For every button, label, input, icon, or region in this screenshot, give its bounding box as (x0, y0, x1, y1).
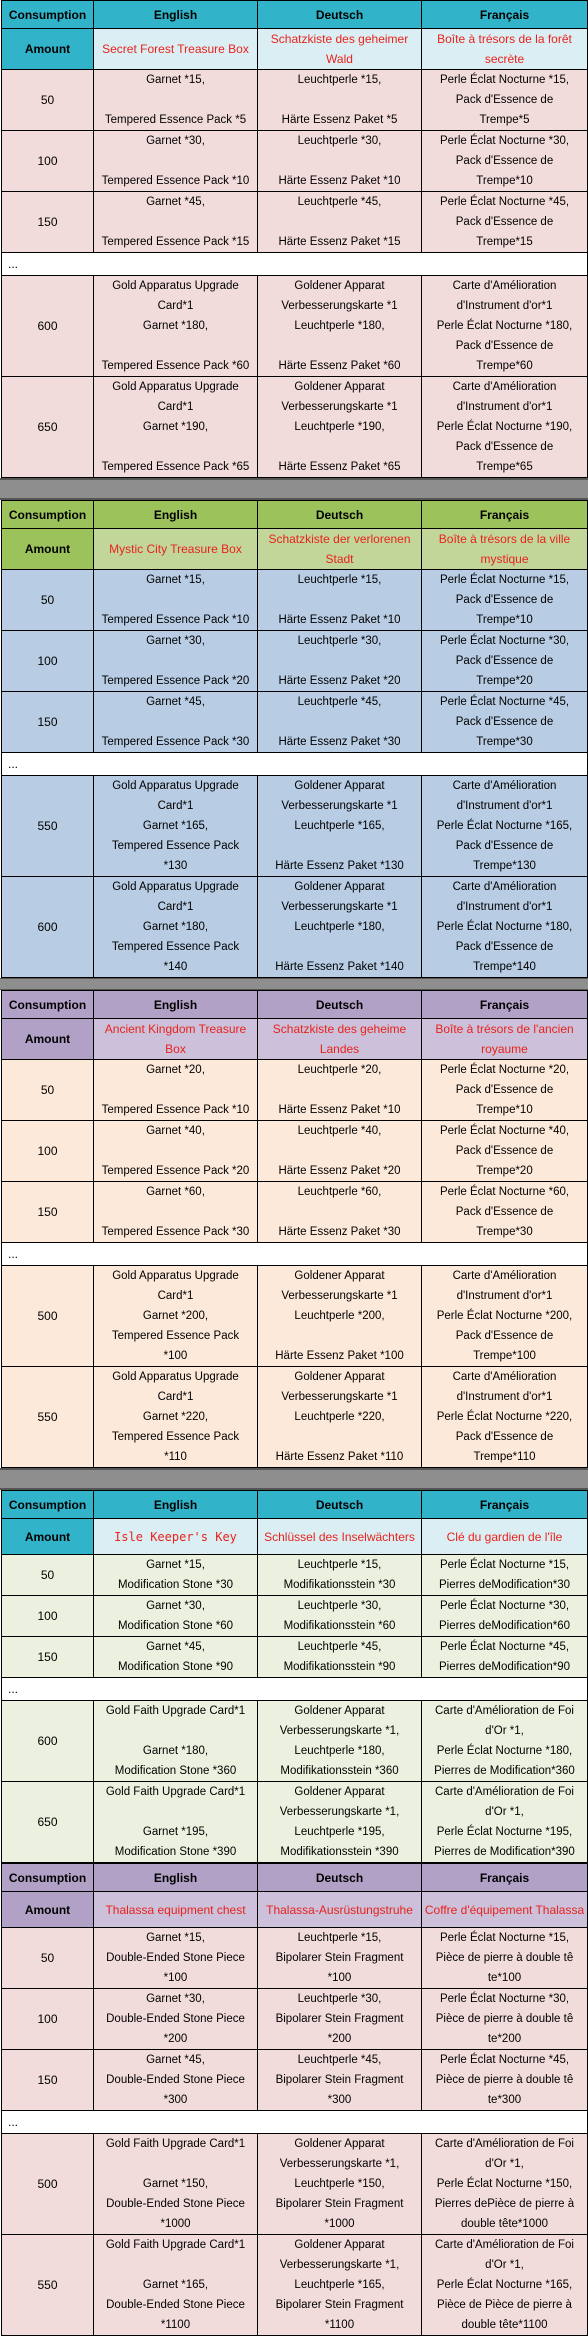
reward-cell-deutsch: Goldener Apparat Verbesserungskarte *1 Leuchtperle *180, Härte Essenz Paket *60 (258, 276, 422, 377)
ellipsis-cell: ... (2, 253, 588, 276)
table-row (2, 877, 588, 978)
reward-cell-deutsch: Goldener Apparat Verbesserungskarte *1 Leuchtperle *165, Härte Essenz Paket *130 (258, 776, 422, 877)
ellipsis-row (2, 753, 588, 776)
reward-cell-english: Gold Faith Upgrade Card*1 Garnet *150, Double-Ended Stone Piece *1000 (94, 2134, 258, 2235)
table-row (2, 1266, 588, 1367)
reward-cell-english: Gold Apparatus Upgrade Card*1 Garnet *180, Tempered Essence Pack *60 (94, 276, 258, 377)
chest-name: Boîte à trésors de l'ancien royaume (422, 1019, 588, 1060)
table-row (2, 631, 588, 692)
reward-cell-deutsch: Leuchtperle *30, Bipolarer Stein Fragment *200 (258, 1989, 422, 2050)
amount-cell: 600 (2, 877, 94, 978)
reward-cell-english: Gold Apparatus Upgrade Card*1 Garnet *220, Tempered Essence Pack *110 (94, 1367, 258, 1468)
table-row (2, 131, 588, 192)
amount-cell: 50 (2, 570, 94, 631)
table-row (2, 570, 588, 631)
reward-cell-deutsch: Leuchtperle *40, Härte Essenz Paket *20 (258, 1121, 422, 1182)
amount-cell: 600 (2, 1701, 94, 1782)
chest-name: Schatzkiste der verlorenen Stadt (258, 529, 422, 570)
amount-cell: 650 (2, 1782, 94, 1863)
reward-cell-francais: Carte d'Amélioration d'Instrument d'or*1 Perle Éclat Nocturne *165, Pack d'Essence de Trempe*130 (422, 776, 588, 877)
reward-cell-deutsch: Goldener Apparat Verbesserungskarte *1 Leuchtperle *200, Härte Essenz Paket *100 (258, 1266, 422, 1367)
reward-cell-francais: Carte d'Amélioration de Foi d'Or *1, Perle Éclat Nocturne *150, Pierres dePièce de pierre à double tête*1000 (422, 2134, 588, 2235)
language-header: Deutsch (258, 1, 422, 29)
reward-cell-francais: Carte d'Amélioration d'Instrument d'or*1 Perle Éclat Nocturne *180, Pack d'Essence de Trempe*60 (422, 276, 588, 377)
reward-table (1, 990, 588, 1468)
reward-cell-francais: Perle Éclat Nocturne *45, Pierres deModification*90 (422, 1637, 588, 1678)
amount-cell: 100 (2, 131, 94, 192)
language-header: Deutsch (258, 501, 422, 529)
reward-cell-francais: Carte d'Amélioration d'Instrument d'or*1 Perle Éclat Nocturne *180, Pack d'Essence de Trempe*140 (422, 877, 588, 978)
table-row (2, 276, 588, 377)
amount-cell: 550 (2, 1367, 94, 1468)
table-row (2, 1555, 588, 1596)
reward-cell-english: Gold Faith Upgrade Card*1 Garnet *165, Double-Ended Stone Piece *1100 (94, 2235, 258, 2336)
reward-cell-deutsch: Leuchtperle *15, Modifikationsstein *30 (258, 1555, 422, 1596)
chest-name: Mystic City Treasure Box (94, 529, 258, 570)
reward-cell-francais: Perle Éclat Nocturne *30, Pierres deModification*60 (422, 1596, 588, 1637)
amount-cell: 550 (2, 776, 94, 877)
table-row (2, 1637, 588, 1678)
amount-cell: 150 (2, 1182, 94, 1243)
reward-cell-deutsch: Leuchtperle *45, Modifikationsstein *90 (258, 1637, 422, 1678)
table-row (2, 1989, 588, 2050)
reward-cell-english: Garnet *45, Double-Ended Stone Piece *300 (94, 2050, 258, 2111)
reward-cell-deutsch: Goldener Apparat Verbesserungskarte *1, Leuchtperle *150, Bipolarer Stein Fragment *1000 (258, 2134, 422, 2235)
reward-cell-francais: Perle Éclat Nocturne *15, Pack d'Essence de Trempe*5 (422, 70, 588, 131)
chest-name: Boîte à trésors de la forêt secrète (422, 29, 588, 70)
chest-name-row (2, 529, 588, 570)
language-header: English (94, 991, 258, 1019)
ellipsis-cell: ... (2, 1678, 588, 1701)
consumption-header: Consumption (2, 1491, 94, 1519)
chest-name: Thalassa equipment chest (94, 1892, 258, 1928)
reward-cell-francais: Perle Éclat Nocturne *20, Pack d'Essence de Trempe*10 (422, 1060, 588, 1121)
chest-name: Secret Forest Treasure Box (94, 29, 258, 70)
reward-cell-deutsch: Goldener Apparat Verbesserungskarte *1, Leuchtperle *180, Modifikationsstein *360 (258, 1701, 422, 1782)
ellipsis-cell: ... (2, 753, 588, 776)
reward-cell-francais: Perle Éclat Nocturne *40, Pack d'Essence de Trempe*20 (422, 1121, 588, 1182)
amount-cell: 600 (2, 276, 94, 377)
amount-cell: 650 (2, 377, 94, 478)
reward-cell-deutsch: Leuchtperle *15, Härte Essenz Paket *5 (258, 70, 422, 131)
amount-cell: 500 (2, 1266, 94, 1367)
reward-cell-deutsch: Goldener Apparat Verbesserungskarte *1 Leuchtperle *190, Härte Essenz Paket *65 (258, 377, 422, 478)
reward-cell-deutsch: Leuchtperle *15, Härte Essenz Paket *10 (258, 570, 422, 631)
reward-cell-francais: Carte d'Amélioration d'Instrument d'or*1 Perle Éclat Nocturne *200, Pack d'Essence de Trempe*100 (422, 1266, 588, 1367)
table-row (2, 2235, 588, 2336)
amount-cell: 100 (2, 1989, 94, 2050)
chest-name: Thalassa-Ausrüstungstruhe (258, 1892, 422, 1928)
chest-name-row (2, 1892, 588, 1928)
chest-name: Ancient Kingdom Treasure Box (94, 1019, 258, 1060)
amount-cell: 100 (2, 631, 94, 692)
reward-cell-deutsch: Leuchtperle *45, Härte Essenz Paket *15 (258, 192, 422, 253)
reward-cell-deutsch: Goldener Apparat Verbesserungskarte *1 Leuchtperle *220, Härte Essenz Paket *110 (258, 1367, 422, 1468)
section-divider (0, 478, 588, 500)
table-row (2, 2134, 588, 2235)
reward-table (1, 0, 588, 478)
consumption-header: Consumption (2, 991, 94, 1019)
reward-cell-english: Garnet *15, Tempered Essence Pack *5 (94, 70, 258, 131)
language-header: Français (422, 1491, 588, 1519)
reward-table (1, 1490, 588, 1863)
table-row (2, 377, 588, 478)
reward-cell-deutsch: Leuchtperle *45, Härte Essenz Paket *30 (258, 692, 422, 753)
consumption-header: Consumption (2, 501, 94, 529)
amount-header: Amount (2, 1519, 94, 1555)
reward-table (1, 1863, 588, 2336)
language-header: Deutsch (258, 1864, 422, 1892)
chest-name: Coffre d'équipement Thalassa (422, 1892, 588, 1928)
reward-cell-deutsch: Leuchtperle *20, Härte Essenz Paket *10 (258, 1060, 422, 1121)
reward-cell-deutsch: Goldener Apparat Verbesserungskarte *1 Leuchtperle *180, Härte Essenz Paket *140 (258, 877, 422, 978)
reward-cell-deutsch: Goldener Apparat Verbesserungskarte *1, Leuchtperle *165, Bipolarer Stein Fragment *1100 (258, 2235, 422, 2336)
language-header: Français (422, 1864, 588, 1892)
table-row (2, 1060, 588, 1121)
reward-cell-francais: Perle Éclat Nocturne *30, Pièce de pierre à double tê te*200 (422, 1989, 588, 2050)
chest-name: Isle Keeper's Key (94, 1519, 258, 1555)
reward-cell-deutsch: Leuchtperle *45, Bipolarer Stein Fragment *300 (258, 2050, 422, 2111)
table-row (2, 692, 588, 753)
ellipsis-cell: ... (2, 2111, 588, 2134)
chest-name-row (2, 1019, 588, 1060)
table-row (2, 776, 588, 877)
reward-cell-francais: Carte d'Amélioration de Foi d'Or *1, Perle Éclat Nocturne *180, Pierres de Modification*360 (422, 1701, 588, 1782)
chest-name-row (2, 29, 588, 70)
reward-cell-francais: Perle Éclat Nocturne *15, Pack d'Essence de Trempe*10 (422, 570, 588, 631)
table-header-row (2, 1491, 588, 1519)
language-header: English (94, 1491, 258, 1519)
reward-cell-francais: Perle Éclat Nocturne *60, Pack d'Essence de Trempe*30 (422, 1182, 588, 1243)
language-header: Français (422, 1, 588, 29)
language-header: Deutsch (258, 991, 422, 1019)
consumption-header: Consumption (2, 1864, 94, 1892)
amount-header: Amount (2, 29, 94, 70)
table-row (2, 1596, 588, 1637)
reward-cell-francais: Perle Éclat Nocturne *15, Pièce de pierre à double tê te*100 (422, 1928, 588, 1989)
reward-cell-english: Garnet *30, Modification Stone *60 (94, 1596, 258, 1637)
ellipsis-row (2, 2111, 588, 2134)
table-row (2, 1121, 588, 1182)
reward-cell-deutsch: Leuchtperle *60, Härte Essenz Paket *30 (258, 1182, 422, 1243)
reward-cell-deutsch: Leuchtperle *30, Modifikationsstein *60 (258, 1596, 422, 1637)
amount-header: Amount (2, 529, 94, 570)
reward-cell-deutsch: Leuchtperle *30, Härte Essenz Paket *10 (258, 131, 422, 192)
amount-cell: 150 (2, 692, 94, 753)
language-header: English (94, 501, 258, 529)
table-row (2, 70, 588, 131)
reward-cell-francais: Perle Éclat Nocturne *30, Pack d'Essence de Trempe*10 (422, 131, 588, 192)
reward-table (1, 500, 588, 978)
reward-cell-deutsch: Goldener Apparat Verbesserungskarte *1, Leuchtperle *195, Modifikationsstein *390 (258, 1782, 422, 1863)
reward-cell-english: Garnet *45, Modification Stone *90 (94, 1637, 258, 1678)
reward-cell-english: Garnet *30, Tempered Essence Pack *10 (94, 131, 258, 192)
amount-cell: 50 (2, 1928, 94, 1989)
reward-cell-deutsch: Leuchtperle *15, Bipolarer Stein Fragment *100 (258, 1928, 422, 1989)
language-header: Deutsch (258, 1491, 422, 1519)
amount-cell: 50 (2, 1060, 94, 1121)
chest-name: Clé du gardien de l'île (422, 1519, 588, 1555)
chest-name: Boîte à trésors de la ville mystique (422, 529, 588, 570)
reward-cell-english: Gold Apparatus Upgrade Card*1 Garnet *190, Tempered Essence Pack *65 (94, 377, 258, 478)
amount-cell: 50 (2, 70, 94, 131)
amount-cell: 150 (2, 2050, 94, 2111)
amount-cell: 100 (2, 1596, 94, 1637)
table-row (2, 2050, 588, 2111)
reward-cell-francais: Carte d'Amélioration de Foi d'Or *1, Perle Éclat Nocturne *165, Pièce de Pièce de pierre à double tête*1100 (422, 2235, 588, 2336)
chest-name: Schlüssel des Inselwächters (258, 1519, 422, 1555)
reward-cell-english: Garnet *30, Double-Ended Stone Piece *200 (94, 1989, 258, 2050)
chest-name-row (2, 1519, 588, 1555)
language-header: Français (422, 501, 588, 529)
amount-cell: 50 (2, 1555, 94, 1596)
section-divider (0, 1468, 588, 1490)
table-row (2, 1928, 588, 1989)
ellipsis-row (2, 1678, 588, 1701)
ellipsis-row (2, 1243, 588, 1266)
reward-cell-english: Garnet *60, Tempered Essence Pack *30 (94, 1182, 258, 1243)
reward-cell-english: Gold Apparatus Upgrade Card*1 Garnet *180, Tempered Essence Pack *140 (94, 877, 258, 978)
reward-cell-francais: Perle Éclat Nocturne *45, Pack d'Essence de Trempe*30 (422, 692, 588, 753)
consumption-header: Consumption (2, 1, 94, 29)
table-row (2, 1782, 588, 1863)
table-row (2, 1182, 588, 1243)
section-divider (0, 978, 588, 990)
table-header-row (2, 1864, 588, 1892)
reward-cell-english: Garnet *20, Tempered Essence Pack *10 (94, 1060, 258, 1121)
reward-cell-francais: Perle Éclat Nocturne *15, Pierres deModification*30 (422, 1555, 588, 1596)
reward-cell-english: Gold Apparatus Upgrade Card*1 Garnet *200, Tempered Essence Pack *100 (94, 1266, 258, 1367)
reward-cell-francais: Perle Éclat Nocturne *30, Pack d'Essence de Trempe*20 (422, 631, 588, 692)
amount-cell: 100 (2, 1121, 94, 1182)
chest-name: Schatzkiste des geheime Landes (258, 1019, 422, 1060)
reward-cell-english: Gold Faith Upgrade Card*1 Garnet *195, Modification Stone *390 (94, 1782, 258, 1863)
amount-cell: 150 (2, 192, 94, 253)
table-header-row (2, 1, 588, 29)
amount-header: Amount (2, 1892, 94, 1928)
table-row (2, 192, 588, 253)
reward-cell-english: Gold Faith Upgrade Card*1 Garnet *180, Modification Stone *360 (94, 1701, 258, 1782)
ellipsis-row (2, 253, 588, 276)
reward-cell-english: Garnet *45, Tempered Essence Pack *30 (94, 692, 258, 753)
reward-cell-english: Garnet *15, Double-Ended Stone Piece *100 (94, 1928, 258, 1989)
table-row (2, 1367, 588, 1468)
reward-cell-francais: Carte d'Amélioration d'Instrument d'or*1 Perle Éclat Nocturne *220, Pack d'Essence de Trempe*110 (422, 1367, 588, 1468)
reward-cell-francais: Perle Éclat Nocturne *45, Pièce de pierre à double tê te*300 (422, 2050, 588, 2111)
amount-cell: 500 (2, 2134, 94, 2235)
reward-cell-francais: Carte d'Amélioration d'Instrument d'or*1 Perle Éclat Nocturne *190, Pack d'Essence de Trempe*65 (422, 377, 588, 478)
chest-name: Schatzkiste des geheimer Wald (258, 29, 422, 70)
amount-cell: 550 (2, 2235, 94, 2336)
language-header: Français (422, 991, 588, 1019)
reward-cell-english: Garnet *15, Tempered Essence Pack *10 (94, 570, 258, 631)
reward-cell-deutsch: Leuchtperle *30, Härte Essenz Paket *20 (258, 631, 422, 692)
table-header-row (2, 501, 588, 529)
reward-cell-english: Garnet *40, Tempered Essence Pack *20 (94, 1121, 258, 1182)
amount-cell: 150 (2, 1637, 94, 1678)
ellipsis-cell: ... (2, 1243, 588, 1266)
reward-cell-francais: Carte d'Amélioration de Foi d'Or *1, Perle Éclat Nocturne *195, Pierres de Modification*390 (422, 1782, 588, 1863)
reward-cell-english: Garnet *15, Modification Stone *30 (94, 1555, 258, 1596)
reward-cell-english: Gold Apparatus Upgrade Card*1 Garnet *165, Tempered Essence Pack *130 (94, 776, 258, 877)
reward-cell-english: Garnet *45, Tempered Essence Pack *15 (94, 192, 258, 253)
reward-cell-english: Garnet *30, Tempered Essence Pack *20 (94, 631, 258, 692)
table-row (2, 1701, 588, 1782)
language-header: English (94, 1, 258, 29)
amount-header: Amount (2, 1019, 94, 1060)
reward-cell-francais: Perle Éclat Nocturne *45, Pack d'Essence de Trempe*15 (422, 192, 588, 253)
language-header: English (94, 1864, 258, 1892)
table-header-row (2, 991, 588, 1019)
